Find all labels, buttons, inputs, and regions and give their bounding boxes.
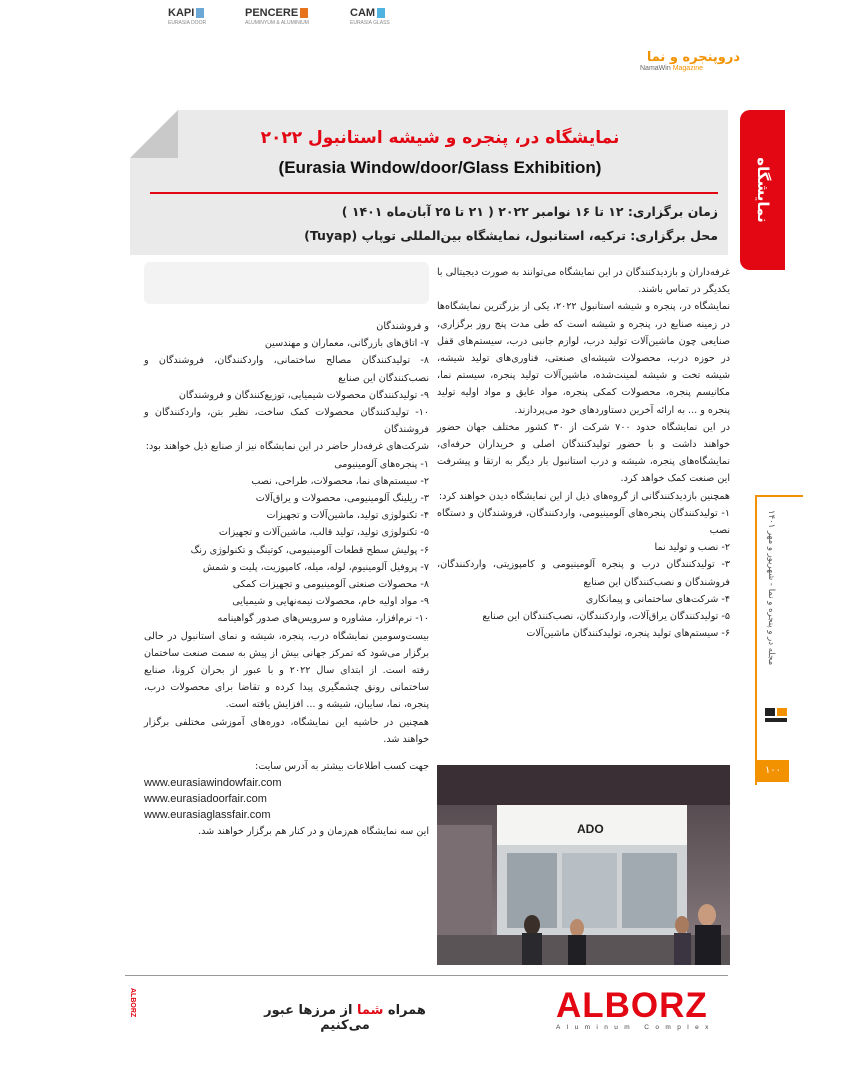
website-list — [144, 775, 429, 823]
website-link-window[interactable]: www.eurasiawindowfair.com — [144, 777, 282, 790]
exhibition-photo — [437, 765, 730, 965]
window-icon — [762, 700, 790, 728]
paragraph: شرکت‌های غرفه‌دار حاضر در این نمایشگاه نیز از صنایع ذیل خواهند بود: — [145, 441, 429, 453]
list-item: ۵- تکنولوژی تولید، تولید قالب، ماشین‌آلات و تجهیزات — [218, 527, 429, 539]
alborz-logo — [556, 988, 732, 1034]
list-item: ۲- سیستم‌های نما، محصولات، طراحی، نصب — [251, 475, 429, 487]
alborz-wordmark: ALBORZ — [556, 986, 708, 1025]
list-item: ۶- پولیش سطح قطعات آلومینیومی، کوتینگ و تکنولوژی رنگ — [190, 544, 429, 556]
kapi-logo: KAPI EURASIA DOOR — [168, 7, 207, 26]
article-column-right — [437, 264, 730, 642]
list-item: ۶- سیستم‌های تولید پنجره، تولیدکنندگان ماشین‌آلات — [526, 628, 730, 640]
list-item: ۹- مواد اولیه خام، محصولات نیمه‌نهایی و شیمیایی — [232, 596, 429, 608]
list-item: و فروشندگان — [376, 321, 429, 332]
website-intro: جهت کسب اطلاعات بیشتر به آدرس سایت: — [254, 761, 429, 773]
event-place: محل برگزاری: ترکیه، استانبول، نمایشگاه بین‌المللی توپاپ (Tuyap) — [304, 228, 718, 243]
footer-divider — [125, 975, 728, 976]
list-item: ۸- محصولات صنعتی آلومینیومی و تجهیزات کمکی — [232, 579, 429, 591]
list-item: ۳- تولیدکنندگان درب و پنجره آلومینیومی و کامپوزیتی، واردکنندگان، فروشندگان و نصب‌کنندگان این صنایع — [437, 559, 730, 588]
list-item: ۷- پروفیل آلومینیوم، لوله، میله، کامپوزیت، پلیت و شمش — [202, 561, 429, 573]
section-label: نمایشگاه — [753, 157, 772, 223]
side-rail — [755, 495, 757, 785]
footer-vertical-brand: ALBORZ — [129, 988, 136, 1018]
exhibition-logos — [144, 262, 429, 304]
list-item: ۱- تولیدکنندگان پنجره‌های آلومینیومی، واردکنندگان، فروشندگان و دستگاه نصب — [437, 507, 730, 537]
paragraph: همچنین بازدیدکنندگانی از گروه‌های ذیل از این نمایشگاه دیدن خواهند کرد: — [438, 490, 730, 502]
pencere-logo: PENCERE ALUMINYUM & ALUMINIUM — [245, 7, 309, 26]
list-item: ۷- اتاق‌های بازرگانی، معماران و مهندسین — [264, 338, 429, 350]
title-divider — [150, 192, 718, 194]
side-issue-text: مجله در و پنجره و نما - شهریور و مهر ۱۴۰۱ — [766, 510, 776, 666]
website-link-door[interactable]: www.eurasiadoorfair.com — [144, 793, 267, 806]
article-title-en: (Eurasia Window/door/Glass Exhibition) — [278, 158, 602, 177]
footer-slogan: همراه شما از مرزها عبور می‌کنیم — [264, 1003, 426, 1033]
list-item: ۲- نصب و تولید نما — [654, 542, 730, 554]
cam-logo: CAM EURASIA GLASS — [350, 7, 390, 26]
section-tab — [740, 110, 785, 270]
paragraph: بیست‌وسومین نمایشگاه درب، پنجره، شیشه و نمای استانبول در حالی برگزار می‌شود که تمرکز جهانی بیش از پیش به سمت صنعت ساختمان رفته است. از ابتدای سال ۲۰۲۲ و با عبور از بحران کرونا، صنایع ساختمانی رونق چشمگیری پیدا کرده و تقاضا برای محصولات درب، پنجره، نما، سایبان، شیشه و ... افزایش یافته است. — [144, 630, 429, 711]
list-item: ۹- تولیدکنندگان محصولات شیمیایی، توزیع‌کنندگان و فروشندگان — [178, 389, 429, 401]
photo-booth-sign: ADO — [577, 822, 604, 836]
magazine-logo-fa: دروپنجره و نما — [646, 50, 740, 65]
paragraph: در این نمایشگاه حدود ۷۰۰ شرکت از ۳۰ کشور مختلف جهان حضور خواهند داشت و با حضور تولیدکنندگان اصلی و خریداران حرفه‌ای، نمایشگاه‌های پنجره، شیشه و درب استانبول بار دیگر به ارتقا و پیشرفت این صنعت کمک خواهد کرد. — [437, 421, 730, 485]
list-item: ۸- تولیدکنندگان مصالح ساختمانی، واردکنندگان، فروشندگان و نصب‌کنندگان این صنایع — [144, 355, 429, 384]
closing-note: این سه نمایشگاه هم‌زمان و در کنار هم برگزار خواهند شد. — [198, 826, 429, 838]
list-item: ۵- تولیدکنندگان یراق‌آلات، واردکنندگان، نصب‌کنندگان این صنایع — [482, 611, 730, 623]
magazine-logo — [640, 50, 740, 84]
event-time: زمان برگزاری: ۱۲ تا ۱۶ نوامبر ۲۰۲۲ ( ۲۱ تا ۲۵ آبان‌ماه ۱۴۰۱ ) — [341, 204, 718, 219]
side-rail-cap — [755, 495, 803, 497]
paragraph: نمایشگاه در، پنجره و شیشه استانبول ۲۰۲۲، یکی از بزرگترین نمایشگاه‌ها در زمینه صنایع در، پنجره و شیشه است که طی مدت پنج روز برگزاری، صنایعی چون ماشین‌آلات تولید درب، لوازم جانبی درب، سیستم‌های قفل در حوزه درب، محصولات شیشه‌ای صنعتی، فناوری‌های تولید شیشه، شیشه تخت و شیشه لمینت‌شده، ماشین‌آلات تولید پنجره، سیستم نما، مکانیسم پنجره، محصولات کمکی پنجره، مواد عایق و مواد اولیه تولید پنجره و ... به ارائه آخرین دستاوردهای خود می‌پردازند. — [437, 301, 731, 416]
paragraph: همچنین در حاشیه این نمایشگاه، دوره‌های آموزشی مختلفی برگزار خواهند شد. — [144, 716, 429, 745]
title-card-fold-cut — [130, 110, 178, 158]
alborz-tagline: Aluminum Complex — [556, 1024, 715, 1031]
website-link-glass[interactable]: www.eurasiaglassfair.com — [144, 809, 271, 822]
article-column-left — [144, 318, 429, 840]
list-item: ۴- تکنولوژی تولید، ماشین‌آلات و تجهیزات — [266, 510, 429, 522]
list-item: ۱۰- نرم‌افزار، مشاوره و سرویس‌های صدور گواهینامه — [217, 613, 429, 625]
list-item: ۳- ریلینگ آلومینیومی، محصولات و یراق‌آلات — [255, 493, 429, 505]
article-title-fa: نمایشگاه در، پنجره و شیشه استانبول ۲۰۲۲ — [260, 128, 620, 148]
list-item: ۱۰- تولیدکنندگان محصولات کمک ساخت، نظیر بتن، واردکنندگان و فروشندگان — [144, 407, 429, 436]
list-item: ۴- شرکت‌های ساختمانی و پیمانکاری — [585, 593, 730, 605]
paragraph: غرفه‌داران و بازدیدکنندگان در این نمایشگاه می‌توانند به صورت دیجیتالی با یکدیگر در تماس باشند. — [437, 267, 730, 296]
magazine-logo-en: NamaWin Magazine — [640, 65, 704, 72]
page-number: ۱۰۰ — [757, 760, 789, 782]
list-item: ۱- پنجره‌های آلومینیومی — [334, 458, 429, 470]
